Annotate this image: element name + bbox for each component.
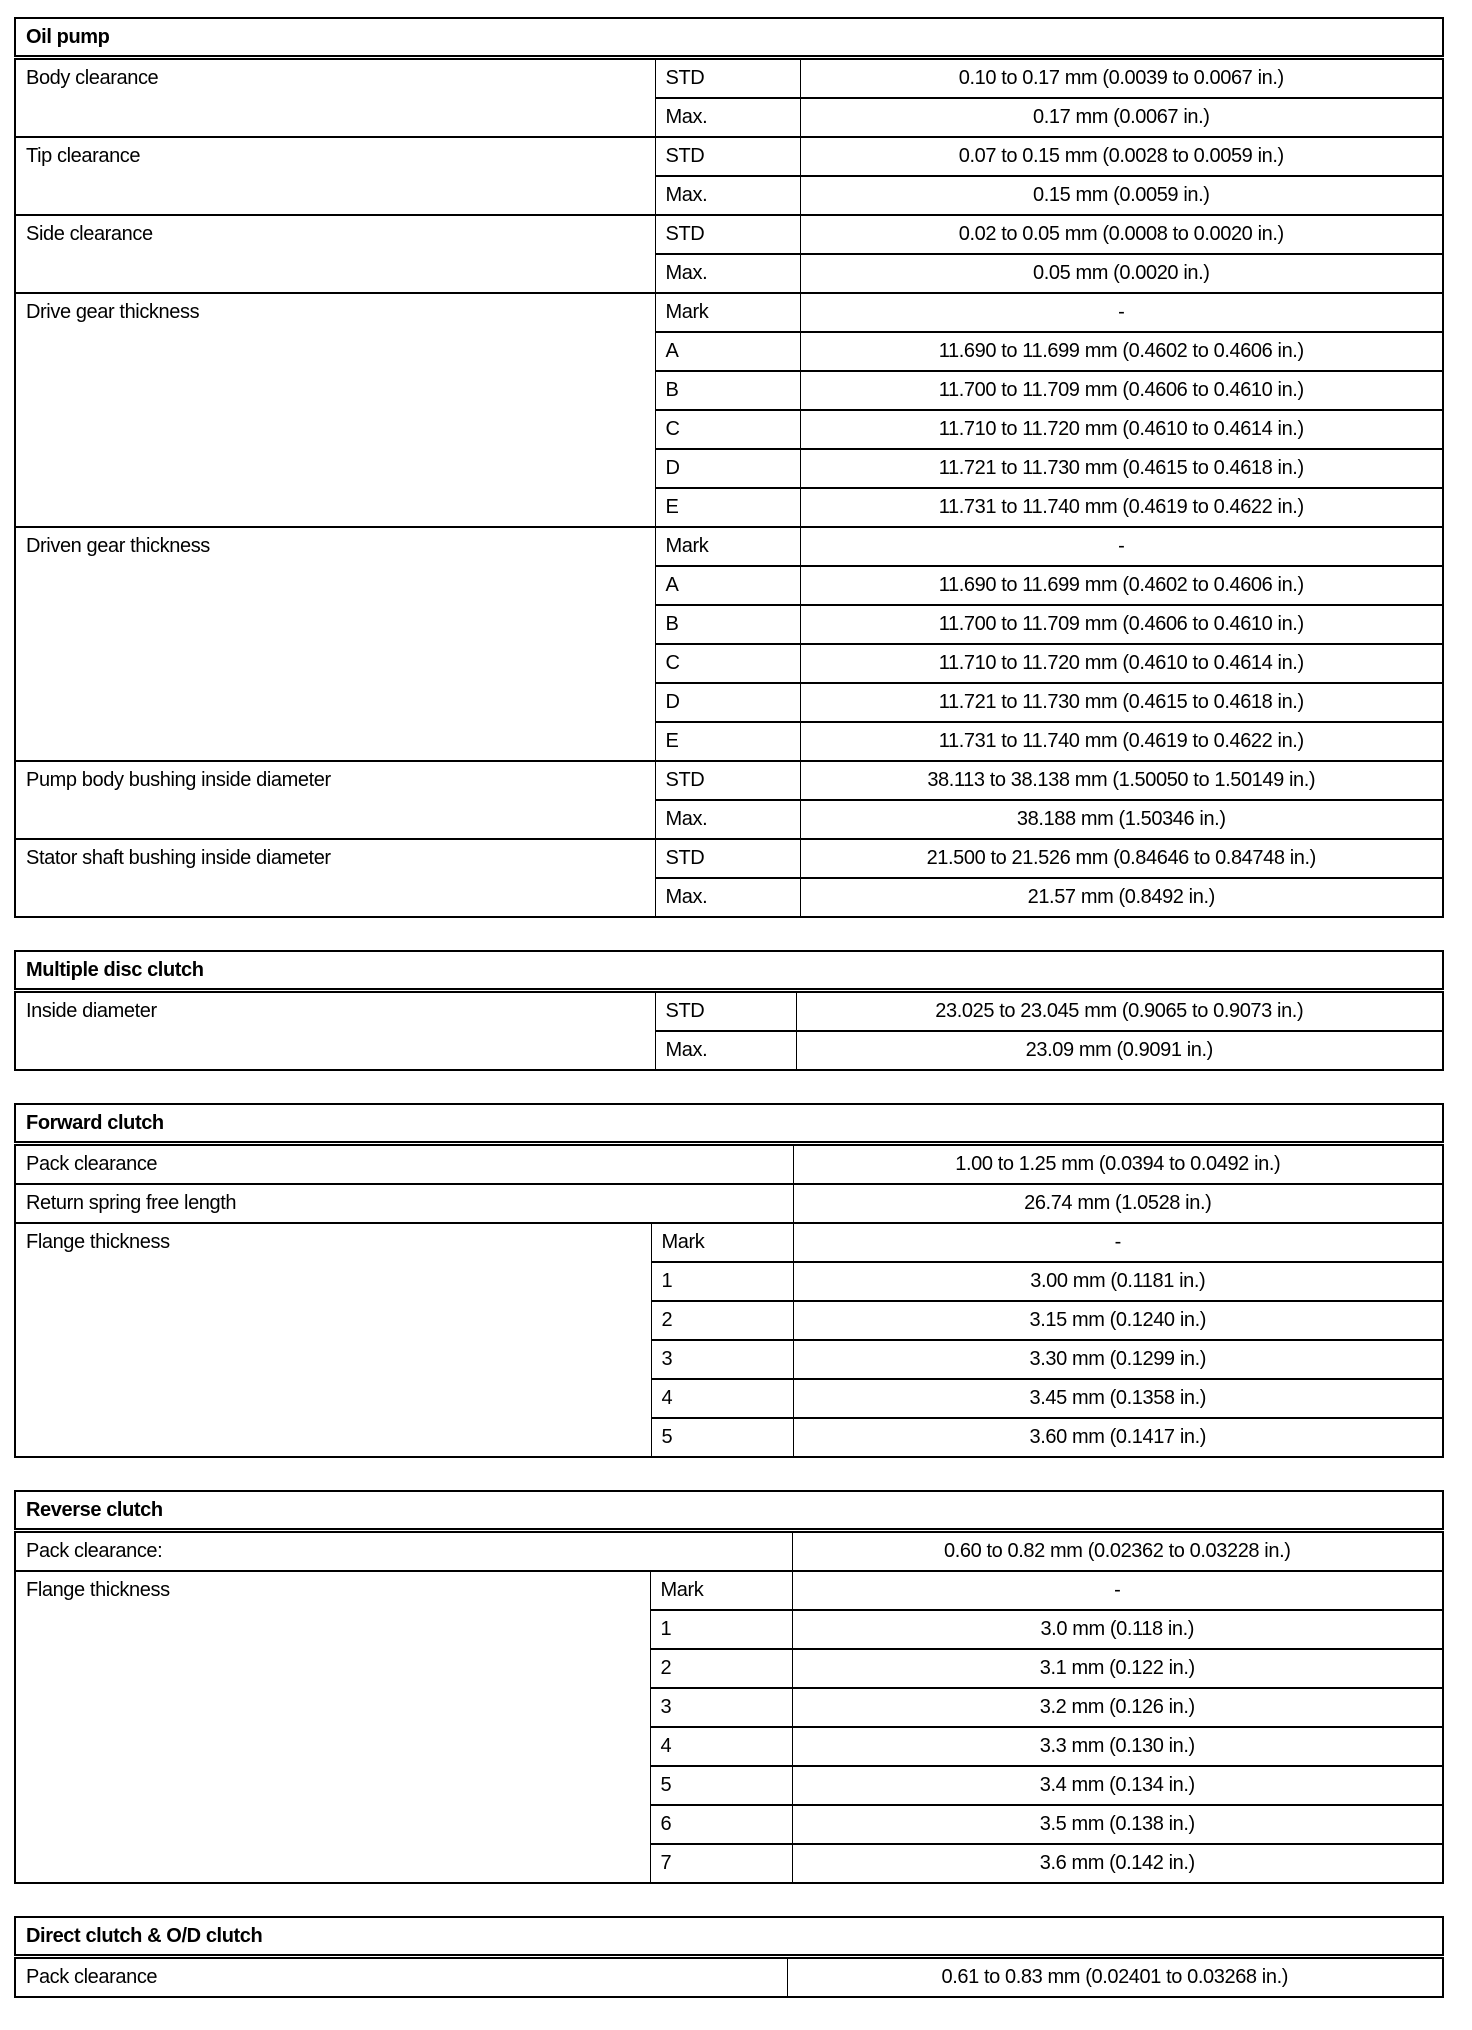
section-header-row (15, 1917, 1443, 1957)
table-row (15, 1957, 1443, 1998)
table-row (15, 761, 1443, 800)
value-cell: 3.30 mm (0.1299 in.) (793, 1340, 1443, 1379)
spec-table-reverse-clutch (14, 1490, 1444, 1884)
spec-table-direct-clutch-o-d-clutch (14, 1916, 1444, 1998)
value-cell: 0.05 mm (0.0020 in.) (800, 254, 1443, 293)
section-header-row (15, 951, 1443, 991)
condition-cell: Mark (655, 527, 800, 566)
value-cell: 23.09 mm (0.9091 in.) (796, 1031, 1443, 1070)
table-row (15, 839, 1443, 878)
value-cell: 3.45 mm (0.1358 in.) (793, 1379, 1443, 1418)
condition-cell: STD (655, 137, 800, 176)
condition-cell: STD (655, 991, 796, 1032)
condition-cell: B (655, 605, 800, 644)
condition-cell: Mark (655, 293, 800, 332)
table-row (15, 1184, 1443, 1223)
item-label: Side clearance (15, 215, 655, 293)
value-cell: 0.15 mm (0.0059 in.) (800, 176, 1443, 215)
item-label: Flange thickness (15, 1223, 651, 1457)
condition-cell: Max. (655, 1031, 796, 1070)
condition-cell: Max. (655, 254, 800, 293)
value-cell: - (793, 1223, 1443, 1262)
table-row (15, 1144, 1443, 1185)
table-row (15, 1531, 1443, 1572)
value-cell: 3.15 mm (0.1240 in.) (793, 1301, 1443, 1340)
item-label: Body clearance (15, 58, 655, 138)
condition-cell: A (655, 332, 800, 371)
value-cell: 38.113 to 38.138 mm (1.50050 to 1.50149 in.) (800, 761, 1443, 800)
value-cell: 21.500 to 21.526 mm (0.84646 to 0.84748 in.) (800, 839, 1443, 878)
condition-cell: 3 (651, 1340, 793, 1379)
condition-cell: STD (655, 215, 800, 254)
table-row (15, 1571, 1443, 1610)
condition-cell: Max. (655, 176, 800, 215)
value-cell: 3.1 mm (0.122 in.) (792, 1649, 1443, 1688)
condition-cell: 2 (651, 1301, 793, 1340)
condition-cell: 1 (650, 1610, 792, 1649)
condition-cell: Max. (655, 878, 800, 917)
value-cell: 0.17 mm (0.0067 in.) (800, 98, 1443, 137)
value-cell: 0.61 to 0.83 mm (0.02401 to 0.03268 in.) (787, 1957, 1443, 1998)
condition-cell: 4 (651, 1379, 793, 1418)
table-row (15, 293, 1443, 332)
item-label: Inside diameter (15, 991, 655, 1071)
condition-cell: 3 (650, 1688, 792, 1727)
section-title: Direct clutch & O/D clutch (15, 1917, 1443, 1957)
value-cell: 21.57 mm (0.8492 in.) (800, 878, 1443, 917)
condition-cell: D (655, 683, 800, 722)
value-cell: 3.2 mm (0.126 in.) (792, 1688, 1443, 1727)
item-label: Tip clearance (15, 137, 655, 215)
condition-cell: Mark (651, 1223, 793, 1262)
value-cell: 11.690 to 11.699 mm (0.4602 to 0.4606 in.) (800, 566, 1443, 605)
value-cell: 3.3 mm (0.130 in.) (792, 1727, 1443, 1766)
value-cell: - (792, 1571, 1443, 1610)
section-title: Oil pump (15, 18, 1443, 58)
value-cell: 0.07 to 0.15 mm (0.0028 to 0.0059 in.) (800, 137, 1443, 176)
item-label: Pack clearance (15, 1144, 793, 1185)
value-cell: 26.74 mm (1.0528 in.) (793, 1184, 1443, 1223)
condition-cell: E (655, 722, 800, 761)
value-cell: 3.6 mm (0.142 in.) (792, 1844, 1443, 1883)
condition-cell: A (655, 566, 800, 605)
condition-cell: 4 (650, 1727, 792, 1766)
item-label: Driven gear thickness (15, 527, 655, 761)
value-cell: 11.690 to 11.699 mm (0.4602 to 0.4606 in.) (800, 332, 1443, 371)
item-label: Stator shaft bushing inside diameter (15, 839, 655, 917)
table-row (15, 58, 1443, 99)
condition-cell: 5 (651, 1418, 793, 1457)
value-cell: 11.700 to 11.709 mm (0.4606 to 0.4610 in.) (800, 605, 1443, 644)
value-cell: 11.710 to 11.720 mm (0.4610 to 0.4614 in.) (800, 410, 1443, 449)
item-label: Pack clearance: (15, 1531, 792, 1572)
value-cell: 0.10 to 0.17 mm (0.0039 to 0.0067 in.) (800, 58, 1443, 99)
value-cell: 11.710 to 11.720 mm (0.4610 to 0.4614 in.) (800, 644, 1443, 683)
value-cell: 0.02 to 0.05 mm (0.0008 to 0.0020 in.) (800, 215, 1443, 254)
item-label: Pump body bushing inside diameter (15, 761, 655, 839)
condition-cell: STD (655, 761, 800, 800)
condition-cell: 1 (651, 1262, 793, 1301)
value-cell: 11.721 to 11.730 mm (0.4615 to 0.4618 in.) (800, 449, 1443, 488)
value-cell: 3.4 mm (0.134 in.) (792, 1766, 1443, 1805)
condition-cell: STD (655, 839, 800, 878)
value-cell: 3.00 mm (0.1181 in.) (793, 1262, 1443, 1301)
value-cell: 0.60 to 0.82 mm (0.02362 to 0.03228 in.) (792, 1531, 1443, 1572)
table-row (15, 991, 1443, 1032)
value-cell: 3.60 mm (0.1417 in.) (793, 1418, 1443, 1457)
value-cell: 1.00 to 1.25 mm (0.0394 to 0.0492 in.) (793, 1144, 1443, 1185)
table-row (15, 527, 1443, 566)
section-title: Multiple disc clutch (15, 951, 1443, 991)
condition-cell: Max. (655, 98, 800, 137)
value-cell: - (800, 293, 1443, 332)
value-cell: 3.5 mm (0.138 in.) (792, 1805, 1443, 1844)
table-row (15, 137, 1443, 176)
value-cell: 11.721 to 11.730 mm (0.4615 to 0.4618 in.) (800, 683, 1443, 722)
value-cell: 38.188 mm (1.50346 in.) (800, 800, 1443, 839)
value-cell: - (800, 527, 1443, 566)
table-row (15, 215, 1443, 254)
condition-cell: C (655, 644, 800, 683)
condition-cell: 6 (650, 1805, 792, 1844)
item-label: Flange thickness (15, 1571, 650, 1883)
item-label: Pack clearance (15, 1957, 787, 1998)
value-cell: 23.025 to 23.045 mm (0.9065 to 0.9073 in.) (796, 991, 1443, 1032)
condition-cell: STD (655, 58, 800, 99)
condition-cell: C (655, 410, 800, 449)
value-cell: 3.0 mm (0.118 in.) (792, 1610, 1443, 1649)
section-header-row (15, 18, 1443, 58)
section-title: Reverse clutch (15, 1491, 1443, 1531)
spec-document (14, 17, 1442, 2030)
value-cell: 11.731 to 11.740 mm (0.4619 to 0.4622 in.) (800, 722, 1443, 761)
spec-table-multiple-disc-clutch (14, 950, 1444, 1071)
item-label: Drive gear thickness (15, 293, 655, 527)
condition-cell: E (655, 488, 800, 527)
section-title: Forward clutch (15, 1104, 1443, 1144)
section-header-row (15, 1491, 1443, 1531)
section-header-row (15, 1104, 1443, 1144)
value-cell: 11.731 to 11.740 mm (0.4619 to 0.4622 in.) (800, 488, 1443, 527)
table-row (15, 1223, 1443, 1262)
condition-cell: B (655, 371, 800, 410)
condition-cell: Mark (650, 1571, 792, 1610)
condition-cell: D (655, 449, 800, 488)
condition-cell: 7 (650, 1844, 792, 1883)
spec-table-forward-clutch (14, 1103, 1444, 1458)
value-cell: 11.700 to 11.709 mm (0.4606 to 0.4610 in.) (800, 371, 1443, 410)
spec-table-oil-pump (14, 17, 1444, 918)
condition-cell: 2 (650, 1649, 792, 1688)
condition-cell: 5 (650, 1766, 792, 1805)
item-label: Return spring free length (15, 1184, 793, 1223)
condition-cell: Max. (655, 800, 800, 839)
